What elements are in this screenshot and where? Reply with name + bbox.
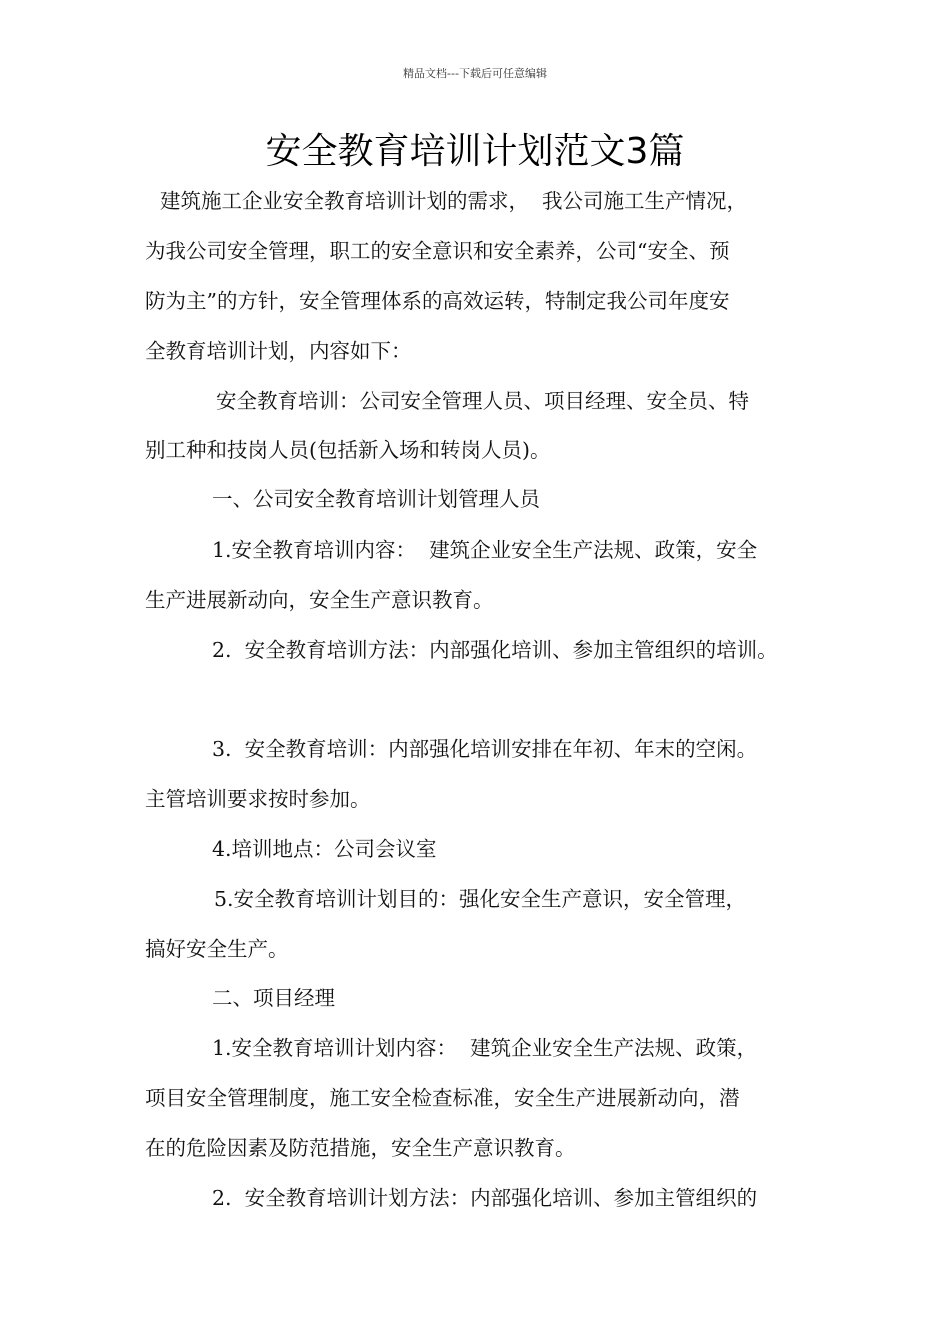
section-heading: 一、公司安全教育培训计划管理人员 (212, 487, 540, 511)
paragraph-line: 1.安全教育培训内容： 建筑企业安全生产法规、政策，安全 (212, 538, 758, 562)
paragraph-line: 项目安全管理制度，施工安全检查标准，安全生产进展新动向，潜 (145, 1086, 740, 1110)
paragraph-line: 在的危险因素及防范措施，安全生产意识教育。 (145, 1136, 576, 1160)
paragraph-line: 防为主”的方针，安全管理体系的高效运转，特制定我公司年度安 (145, 289, 730, 313)
section-heading: 二、项目经理 (212, 986, 335, 1010)
paragraph-line: 5.安全教育培训计划目的：强化安全生产意识，安全管理， (214, 887, 747, 911)
header-note: 精品文档---下载后可任意编辑 (403, 67, 547, 80)
paragraph-line: 4.培训地点：公司会议室 (212, 837, 437, 861)
paragraph-line: 安全教育培训：公司安全管理人员、项目经理、安全员、特 (216, 389, 749, 413)
paragraph-line: 别工种和技岗人员(包括新入场和转岗人员)。 (145, 438, 551, 462)
paragraph-line: 2. 安全教育培训方法：内部强化培训、参加主管组织的培训。 (212, 638, 778, 662)
paragraph-line: 建筑施工企业安全教育培训计划的需求， 我公司施工生产情况， (160, 189, 748, 213)
paragraph-line: 3. 安全教育培训：内部强化培训安排在年初、年末的空闲。 (212, 737, 758, 761)
paragraph-line: 1.安全教育培训计划内容： 建筑企业安全生产法规、政策， (212, 1036, 758, 1060)
paragraph-line: 全教育培训计划，内容如下： (145, 339, 412, 363)
paragraph-line: 2. 安全教育培训计划方法：内部强化培训、参加主管组织的 (212, 1186, 758, 1210)
paragraph-line: 搞好安全生产。 (145, 937, 289, 961)
document-title: 安全教育培训计划范文3篇 (265, 131, 685, 172)
paragraph-line: 为我公司安全管理，职工的安全意识和安全素养，公司“安全、预 (145, 239, 730, 263)
paragraph-line: 主管培训要求按时参加。 (145, 787, 371, 811)
paragraph-line: 生产进展新动向，安全生产意识教育。 (145, 588, 494, 612)
